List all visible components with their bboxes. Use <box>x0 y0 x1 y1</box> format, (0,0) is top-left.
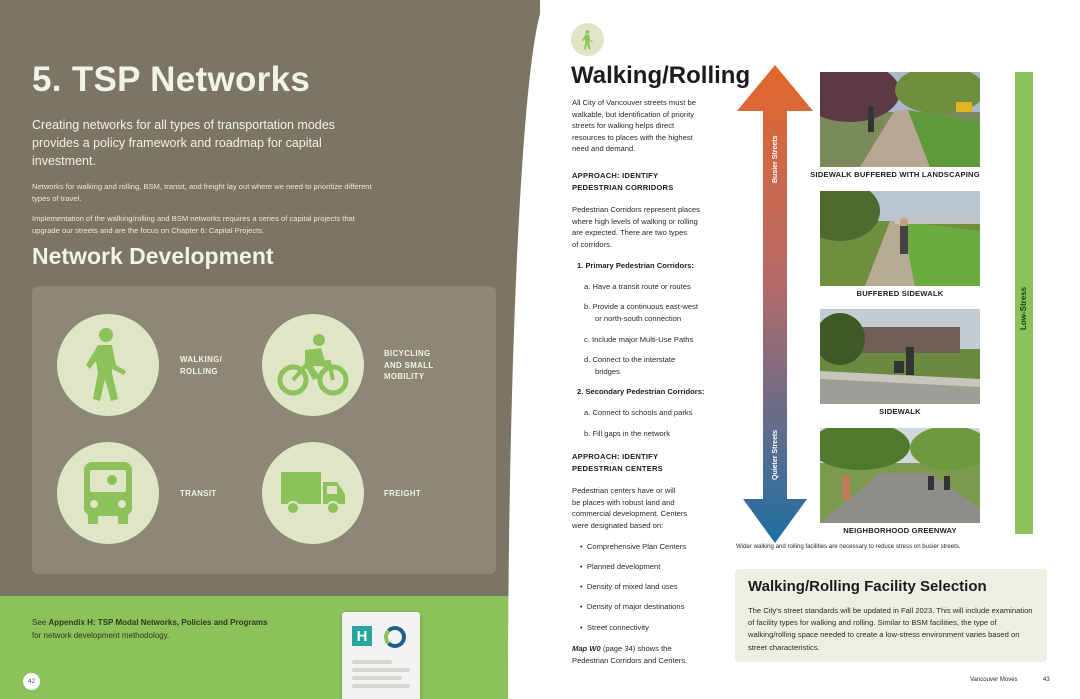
networks-paragraph: Networks for walking and rolling, BSM, transit, and freight lay out where we need to prioritize different types of travel. <box>32 182 372 203</box>
page-number-right: 43 <box>1043 677 1050 683</box>
freight-network-circle <box>262 442 364 544</box>
bicycle-rider-icon <box>275 332 351 398</box>
map-link[interactable]: Map W0 <box>572 644 601 653</box>
list-item: a. Have a transit route or routes <box>584 282 691 291</box>
appendix-note: See Appendix H: TSP Modal Networks, Policies and Programs for network development methodology. <box>32 618 268 640</box>
text-line <box>352 668 410 672</box>
truck-icon <box>279 468 347 518</box>
footer-publication: Vancouver Moves <box>970 677 1018 683</box>
primary-corridors-heading: 1. Primary Pedestrian Corridors: <box>577 261 694 270</box>
appendix-document-thumbnail[interactable] <box>342 612 420 699</box>
walking-network-label: WALKING/ ROLLING <box>180 355 223 376</box>
walking-network-circle <box>57 314 159 416</box>
facility-selection-text: The City's street standards will be updated in Fall 2023. This will include examination of facility types for walking and rolling. Similar to BSM facilities, the type of walking/rolling space needed to create a low-stress environment varies based on street characteristics. <box>748 606 1033 652</box>
list-item: • Density of major destinations <box>580 602 685 611</box>
logo-ring-icon <box>384 626 406 648</box>
list-item: b. Provide a continuous east-west or north-south connection <box>584 302 698 323</box>
appendix-link[interactable]: Appendix H: TSP Modal Networks, Policies and Programs <box>48 618 268 627</box>
walking-person-icon <box>580 29 596 51</box>
text-line <box>352 676 402 680</box>
bus-icon <box>78 458 138 528</box>
list-item: • Comprehensive Plan Centers <box>580 542 687 551</box>
buffered-sidewalk-photo <box>820 191 980 286</box>
corridors-paragraph: Pedestrian Corridors represent places where high levels of walking or rolling are expected. There are two types of corridors. <box>572 205 700 249</box>
intro-paragraph: All City of Vancouver streets must be walkable, but identification of priority streets for walking helps direct resources to places with the highest need and demand. <box>572 98 696 154</box>
text-line <box>352 684 410 688</box>
photo-caption: NEIGHBORHOOD GREENWAY <box>843 526 957 535</box>
secondary-corridors-heading: 2. Secondary Pedestrian Corridors: <box>577 387 705 396</box>
quieter-streets-label: Quieter Streets <box>772 429 779 480</box>
section-title: Walking/Rolling <box>571 62 751 89</box>
appendix-letter-badge: H <box>352 626 372 646</box>
chapter-title: 5. TSP Networks <box>32 60 311 99</box>
list-item: • Street connectivity <box>580 623 649 632</box>
sidewalk-landscaping-photo <box>820 72 980 167</box>
arrow-footnote: Wider walking and rolling facilities are necessary to reduce stress on busier streets. <box>736 543 961 550</box>
walking-section-badge <box>571 23 604 56</box>
list-item: • Planned development <box>580 562 661 571</box>
photo-caption: SIDEWALK BUFFERED WITH LANDSCAPING <box>810 170 980 179</box>
transit-network-label: TRANSIT <box>180 489 217 498</box>
text-line <box>352 660 392 664</box>
network-development-heading: Network Development <box>32 243 274 269</box>
sidewalk-photo <box>820 309 980 404</box>
photo-caption: BUFFERED SIDEWALK <box>856 289 944 298</box>
walking-person-icon <box>78 325 138 405</box>
implementation-paragraph: Implementation of the walking/rolling and BSM networks requires a series of capital projects that upgrade our streets and are the focus on Chapter 6: Capital Projects. <box>32 214 355 235</box>
bicycle-network-label: BICYCLING AND SMALL MOBILITY <box>384 349 434 381</box>
neighborhood-greenway-photo <box>820 428 980 523</box>
page-number-left: 42 <box>23 673 40 690</box>
map-reference: Map W0 (page 34) shows the Pedestrian Corridors and Centers. <box>572 644 688 665</box>
approach-centers-heading: APPROACH: IDENTIFY PEDESTRIAN CENTERS <box>572 452 663 473</box>
busier-streets-label: Busier Streets <box>772 135 779 183</box>
low-stress-label: Low-Stress <box>1019 286 1028 330</box>
list-item: d. Connect to the interstate bridges <box>584 355 676 376</box>
list-item: b. Fill gaps in the network <box>584 429 671 438</box>
transit-network-circle <box>57 442 159 544</box>
list-item: • Density of mixed land uses <box>580 582 678 591</box>
list-item: c. Include major Multi-Use Paths <box>584 335 694 344</box>
centers-paragraph: Pedestrian centers have or will be places with robust land and commercial development. Centers were designated based on: <box>572 486 688 530</box>
chapter-lead: Creating networks for all types of transportation modes provides a policy framework and roadmap for capital investment. <box>32 118 335 168</box>
photo-caption: SIDEWALK <box>879 407 921 416</box>
facility-selection-title: Walking/Rolling Facility Selection <box>748 578 987 595</box>
approach-corridors-heading: APPROACH: IDENTIFY PEDESTRIAN CORRIDORS <box>572 171 674 192</box>
bicycle-network-circle <box>262 314 364 416</box>
list-item: a. Connect to schools and parks <box>584 408 693 417</box>
freight-network-label: FREIGHT <box>384 489 422 498</box>
appendix-band <box>0 596 540 699</box>
